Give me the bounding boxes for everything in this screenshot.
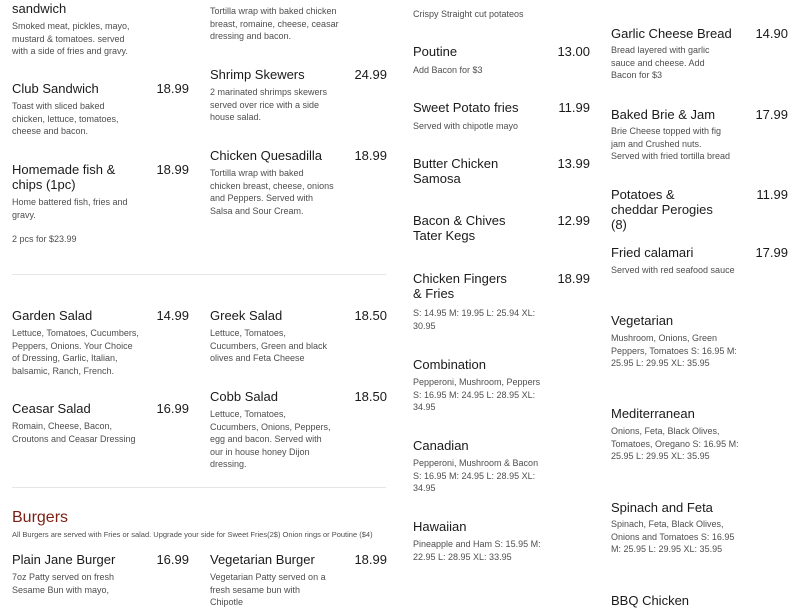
item-name: Greek Salad [210,308,283,323]
item-price: 16.99 [156,401,189,416]
item-name: Shrimp Skewers [210,67,305,82]
item-price: 18.50 [354,308,387,323]
item-name: Baked Brie & Jam [611,107,716,122]
item-name: Vegetarian [611,313,674,328]
item-price: 16.99 [156,552,189,567]
item-description: S: 14.95 M: 19.95 L: 25.94 XL: 30.95 [413,308,536,331]
item-description: Smoked meat, pickles, mayo, mustard & tomatoes. served with a side of fries and gravy. [12,21,130,56]
item-description: Lettuce, Tomatoes, Cucumbers, Onions, Peppers, egg and bacon. Served with our in house honey Dijon dressing. [210,409,331,469]
item-description: Tortilla wrap with baked chicken breast, romaine, cheese, ceasar dressing and bacon. [210,6,339,41]
item-description: Vegetarian Patty served on a fresh sesame bun with Chipotle [210,572,326,607]
item-description: Spinach, Feta, Black Olives, Onions and Tomatoes S: 16.95 M: 25.95 L: 29.95 XL: 35.95 [611,519,735,554]
item-description: Pineapple and Ham S: 15.95 M: 22.95 L: 28.95 XL: 33.95 [413,539,541,562]
item-price: 17.99 [755,107,788,122]
item-name: Homemade fish & chips (1pc) [12,162,116,192]
item-price: 17.99 [755,245,788,260]
burgers-note: All Burgers are served with Fries or salad. Upgrade your side for Sweet Fries(2$) Onion rings or Poutine ($4) [12,530,373,539]
item-name: Ceasar Salad [12,401,91,416]
item-description: Lettuce, Tomatoes, Cucumbers, Green and black olives and Feta Cheese [210,328,328,363]
item-price: 14.99 [156,308,189,323]
item-name: Vegetarian Burger [210,552,315,567]
item-name: Sweet Potato fries [413,100,519,115]
item-price: 18.99 [354,148,387,163]
item-description: Onions, Feta, Black Olives, Tomatoes, Oregano S: 16.95 M: 25.95 L: 29.95 XL: 35.95 [611,426,739,461]
item-price: 14.90 [755,26,788,41]
item-description: 7oz Patty served on fresh Sesame Bun with mayo, [12,572,115,595]
item-price: 13.99 [557,156,590,171]
item-name: Cobb Salad [210,389,278,404]
divider [12,487,386,488]
item-price: 13.00 [557,44,590,59]
item-name: Chicken Fingers & Fries [413,271,507,301]
item-name: Canadian [413,438,469,453]
item-price: 18.99 [354,552,387,567]
item-price: 11.99 [558,100,590,115]
item-price: 24.99 [354,67,387,82]
item-name: Club Sandwich [12,81,99,96]
item-description: Bread layered with garlic sauce and cheese. Add Bacon for $3 [611,45,710,80]
item-description: 2 marinated shrimps skewers served over rice with a side house salad. [210,87,328,122]
item-name: Mediterranean [611,406,695,421]
item-price: 18.50 [354,389,387,404]
item-name: BBQ Chicken [611,593,690,608]
item-name: Bacon & Chives Tater Kegs [413,213,506,243]
item-price: 18.99 [156,162,189,177]
item-price: 18.99 [156,81,189,96]
item-price: 18.99 [557,271,590,286]
item-description: Romain, Cheese, Bacon, Croutons and Ceasar Dressing [12,421,136,444]
item-name: Garden Salad [12,308,93,323]
item-description: Add Bacon for $3 [413,65,483,75]
item-name: Hawaiian [413,519,467,534]
item-name: Poutine [413,44,458,59]
item-description: Lettuce, Tomatoes, Cucumbers, Peppers, Onions. Your Choice of Dressing, Garlic, Italian, balsamic, Ranch, French. [12,328,139,376]
item-name: Butter Chicken Samosa [413,156,499,186]
item-name: Garlic Cheese Bread [611,26,732,41]
divider [12,274,386,275]
item-description: Toast with sliced baked chicken, lettuce, tomatoes, cheese and bacon. [12,101,119,136]
item-price: 11.99 [756,187,788,202]
item-description: Mushroom, Onions, Green Peppers, Tomatoes S: 16.95 M: 25.95 L: 29.95 XL: 35.95 [611,333,737,368]
item-description: Served with red seafood sauce [611,265,735,275]
item-name: Chicken Quesadilla [210,148,323,163]
item-description: Crispy Straight cut potateos [413,9,524,19]
item-description: Pepperoni, Mushroom, Peppers S: 16.95 M: 24.95 L: 28.95 XL: 34.95 [413,377,541,412]
item-description: Tortilla wrap with baked chicken breast, cheese, onions and Peppers. Served with Salsa and Sour Cream. [210,168,334,216]
fish-extra-offer: 2 pcs for $23.99 [12,234,77,244]
item-name: Potatoes & cheddar Perogies (8) [611,187,713,232]
section-title-burgers: Burgers [12,509,69,526]
item-price: 12.99 [557,213,590,228]
item-name: Plain Jane Burger [12,552,116,567]
item-description: Pepperoni, Mushroom & Bacon S: 16.95 M: 24.95 L: 28.95 XL: 34.95 [413,458,539,493]
item-description: Served with chipotle mayo [413,121,519,131]
item-name: Combination [413,357,486,372]
item-name: Spinach and Feta [611,500,713,515]
item-description: Home battered fish, fries and gravy. [12,197,128,220]
item-description: Brie Cheese topped with fig jam and Crushed nuts. Served with fried tortilla bread [611,126,731,161]
item-name: sandwich [12,1,67,16]
item-name: Fried calamari [611,245,694,260]
